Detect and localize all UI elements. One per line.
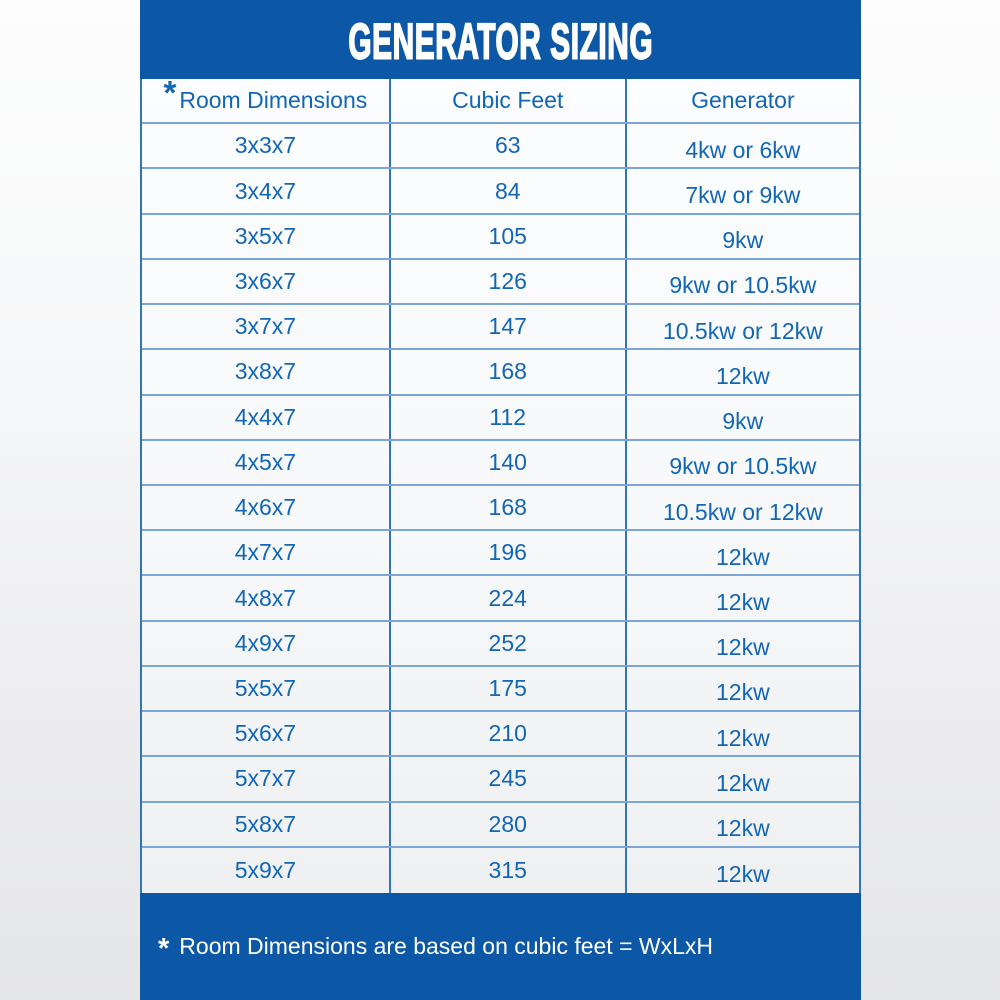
generator-cell: 9kw xyxy=(722,408,764,435)
generator-cell: 12kw xyxy=(715,589,770,616)
table-row xyxy=(142,396,859,441)
header-room-dimensions: * Room Dimensions xyxy=(142,79,391,122)
room-dimensions-cell: 5x8x7 xyxy=(142,803,391,846)
generator-cell: 12kw xyxy=(715,679,770,706)
room-dimensions-cell: 4x9x7 xyxy=(142,622,391,665)
cubic-feet-cell: 224 xyxy=(391,576,627,619)
cubic-feet-cell: 168 xyxy=(391,350,627,393)
table-row xyxy=(142,124,859,169)
room-dimensions-cell: 3x7x7 xyxy=(142,305,391,348)
room-dimensions-cell: 5x6x7 xyxy=(142,712,391,755)
table-row xyxy=(142,848,859,893)
table-row xyxy=(142,305,859,350)
table-row xyxy=(142,803,859,848)
cubic-feet-cell: 280 xyxy=(391,803,627,846)
room-dimensions-cell: 4x7x7 xyxy=(142,531,391,574)
title-band xyxy=(140,0,861,79)
cubic-feet-cell: 112 xyxy=(391,396,627,439)
cubic-feet-cell: 140 xyxy=(391,441,627,484)
table-row xyxy=(142,350,859,395)
room-dimensions-cell: 3x4x7 xyxy=(142,169,391,212)
table-row xyxy=(142,531,859,576)
table-row xyxy=(142,667,859,712)
cubic-feet-cell: 252 xyxy=(391,622,627,665)
header-generator-label: Generator xyxy=(691,87,795,114)
generator-sizing-panel xyxy=(140,0,861,1000)
cubic-feet-cell: 315 xyxy=(391,848,627,893)
page-title: GENERATOR SIZING xyxy=(348,15,653,71)
cubic-feet-cell: 105 xyxy=(391,215,627,258)
table-row xyxy=(142,757,859,802)
room-dimensions-cell: 5x5x7 xyxy=(142,667,391,710)
table-header-row xyxy=(142,79,859,124)
footnote-text: Room Dimensions are based on cubic feet = WxLxH xyxy=(179,933,714,959)
footnote: * Room Dimensions are based on cubic feet = WxLxH xyxy=(158,932,714,965)
room-dimensions-cell: 4x5x7 xyxy=(142,441,391,484)
generator-cell: 12kw xyxy=(715,362,770,389)
cubic-feet-cell: 84 xyxy=(391,169,627,212)
generator-cell: 10.5kw or 12kw xyxy=(662,498,823,525)
generator-cell: 9kw xyxy=(722,227,764,254)
room-dimensions-cell: 3x5x7 xyxy=(142,215,391,258)
generator-cell: 12kw xyxy=(715,861,770,888)
table-row xyxy=(142,441,859,486)
generator-cell: 4kw or 6kw xyxy=(685,136,801,163)
table-row xyxy=(142,215,859,260)
generator-cell: 12kw xyxy=(715,769,770,796)
sizing-table xyxy=(140,79,861,893)
cubic-feet-cell: 196 xyxy=(391,531,627,574)
room-dimensions-cell: 3x3x7 xyxy=(142,124,391,167)
table-row xyxy=(142,169,859,214)
table-row xyxy=(142,576,859,621)
room-dimensions-cell: 5x9x7 xyxy=(142,848,391,893)
generator-cell: 10.5kw or 12kw xyxy=(662,317,823,344)
cubic-feet-cell: 175 xyxy=(391,667,627,710)
cubic-feet-cell: 210 xyxy=(391,712,627,755)
header-generator xyxy=(627,79,859,122)
table-row xyxy=(142,622,859,667)
cubic-feet-cell: 126 xyxy=(391,260,627,303)
room-dimensions-cell: 4x8x7 xyxy=(142,576,391,619)
generator-cell: 12kw xyxy=(715,815,770,842)
room-dimensions-cell: 5x7x7 xyxy=(142,757,391,800)
room-dimensions-cell: 3x6x7 xyxy=(142,260,391,303)
cubic-feet-cell: 63 xyxy=(391,124,627,167)
cubic-feet-cell: 147 xyxy=(391,305,627,348)
generator-cell: 12kw xyxy=(715,724,770,751)
generator-cell: 12kw xyxy=(715,543,770,570)
generator-cell: 7kw or 9kw xyxy=(685,182,801,209)
room-dimensions-cell: 4x6x7 xyxy=(142,486,391,529)
header-room-dimensions-label: Room Dimensions xyxy=(179,87,368,114)
table-row xyxy=(142,260,859,305)
room-dimensions-cell: 4x4x7 xyxy=(142,396,391,439)
cubic-feet-cell: 168 xyxy=(391,486,627,529)
generator-cell: 12kw xyxy=(715,634,770,661)
table-row xyxy=(142,712,859,757)
header-cubic-feet xyxy=(391,79,627,122)
generator-cell: 9kw or 10.5kw xyxy=(669,453,817,480)
generator-cell: 9kw or 10.5kw xyxy=(669,272,817,299)
header-cubic-feet-label: Cubic Feet xyxy=(452,87,564,114)
cubic-feet-cell: 245 xyxy=(391,757,627,800)
table-row xyxy=(142,486,859,531)
room-dimensions-cell: 3x8x7 xyxy=(142,350,391,393)
